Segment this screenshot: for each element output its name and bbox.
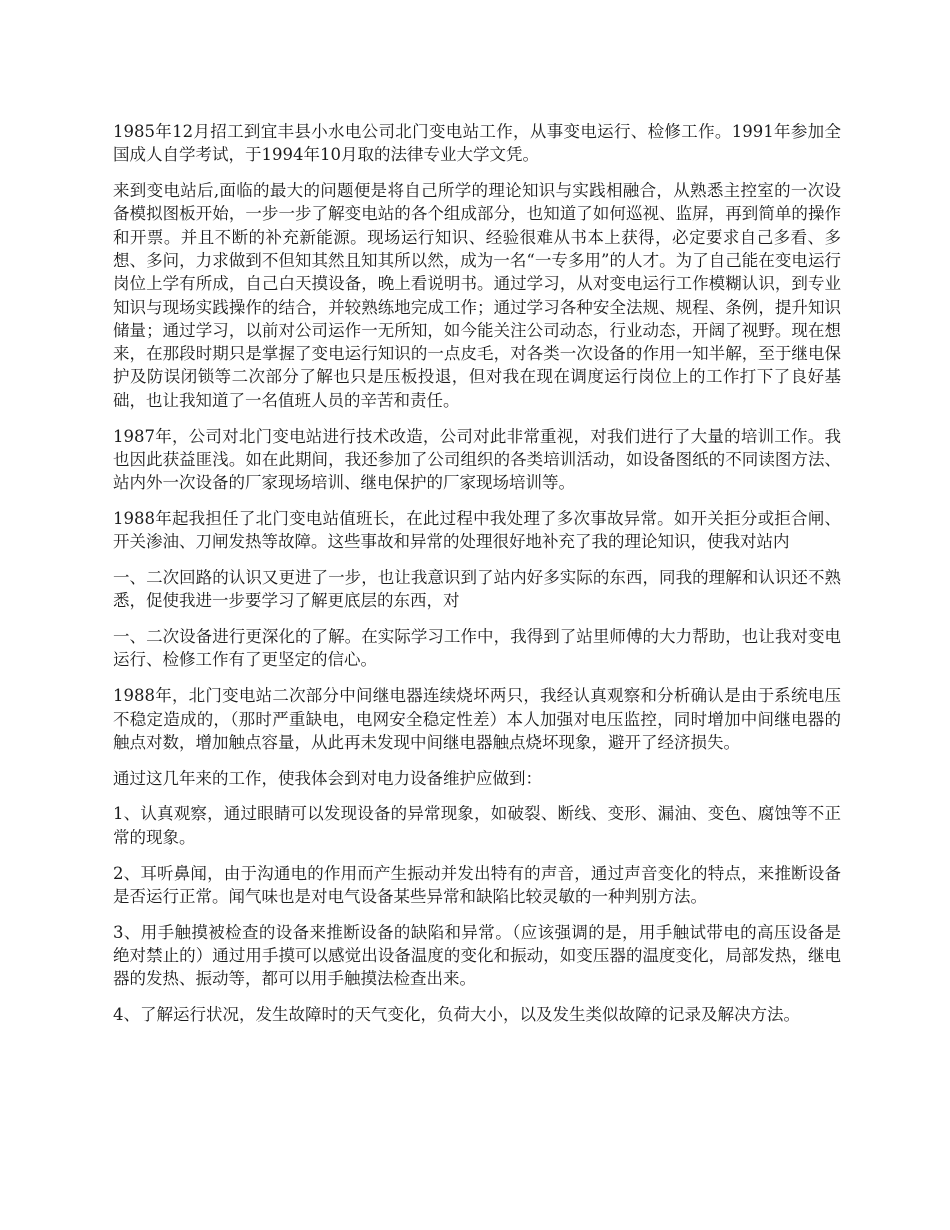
paragraph-4: 1988年起我担任了北门变电站值班长，在此过程中我处理了多次事故异常。如开关拒分或拒合闸、开关渗油、刀闸发热等故障。这些事故和异常的处理很好地补充了我的理论知识，使我对站内 xyxy=(113,508,841,552)
list-item-3: 3、用手触摸被检查的设备来推断设备的缺陷和异常。（应该强调的是，用手触试带电的高压设备是绝对禁止的）通过用手摸可以感觉出设备温度的变化和振动，如变压器的温度变化，局部发热，继电器的发热、振动等，都可以用手触摸法检查出来。 xyxy=(113,922,841,989)
paragraph-7: 1988年，北门变电站二次部分中间继电器连续烧坏两只，我经认真观察和分析确认是由于系统电压不稳定造成的，（那时严重缺电，电网安全稳定性差）本人加强对电压监控，同时增加中间继电器的触点对数，增加触点容量，从此再未发现中间继电器触点烧坏现象，避开了经济损失。 xyxy=(113,686,841,752)
list-item-2: 2、耳听鼻闻，由于沟通电的作用而产生振动并发出特有的声音，通过声音变化的特点，来推断设备是否运行正常。闻气味也是对电气设备某些异常和缺陷比较灵敏的一种判别方法。 xyxy=(113,863,841,906)
list-item-1: 1、认真观察，通过眼睛可以发现设备的异常现象，如破裂、断线、变形、漏油、变色、腐蚀等不正常的现象。 xyxy=(113,804,841,847)
paragraph-6: 一、二次设备进行更深化的了解。在实际学习工作中，我得到了站里师傅的大力帮助，也让我对变电运行、检修工作有了更坚定的信心。 xyxy=(113,627,841,670)
paragraph-3: 1987年，公司对北门变电站进行技术改造，公司对此非常重视，对我们进行了大量的培训工作。我也因此获益匪浅。如在此期间，我还参加了公司组织的各类培训活动，如设备图纸的不同读图方法、站内外一次设备的厂家现场培训、继电保护的厂家现场培训等。 xyxy=(113,426,841,493)
paragraph-5: 一、二次回路的认识又更进了一步，也让我意识到了站内好多实际的东西，同我的理解和认识还不熟悉，促使我进一步要学习了解更底层的东西，对 xyxy=(113,568,841,611)
document-body xyxy=(113,120,841,1039)
paragraph-1: 1985年12月招工到宜丰县小水电公司北门变电站工作，从事变电运行、检修工作。1991年参加全国成人自学考试，于1994年10月取的法律专业大学文凭。 xyxy=(113,122,841,165)
list-item-4: 4、了解运行状况，发生故障时的天气变化，负荷大小，以及发生类似故障的记录及解决方法。 xyxy=(113,1005,800,1024)
paragraph-2: 来到变电站后,面临的最大的问题便是将自己所学的理论知识与实践相融合，从熟悉主控室的一次设备模拟图板开始，一步一步了解变电站的各个组成部分，也知道了如何巡视、监屏，再到简单的操作和开票。并且不断的补充新能源。现场运行知识、经验很难从书本上获得，必定要求自己多看、多想、多问，力求做到不但知其然且知其所以然，成为一名“一专多用”的人才。为了自己能在变电运行岗位上学有所成，自己白天摸设备，晚上看说明书。通过学习，从对变电运行工作模糊认识，到专业知识与现场实践操作的结合，并较熟练地完成工作；通过学习各种安全法规、规程、条例，提升知识储量；通过学习，以前对公司运作一无所知，如今能关注公司动态，行业动态，开阔了视野。现在想来，在那段时期只是掌握了变电运行知识的一点皮毛，对各类一次设备的作用一知半解，至于继电保护及防误闭锁等二次部分了解也只是压板投退，但对我在现在调度运行岗位上的工作打下了良好基础，也让我知道了一名值班人员的辛苦和责任。 xyxy=(113,181,841,410)
paragraph-8: 通过这几年来的工作，使我体会到对电力设备维护应做到： xyxy=(113,768,542,788)
